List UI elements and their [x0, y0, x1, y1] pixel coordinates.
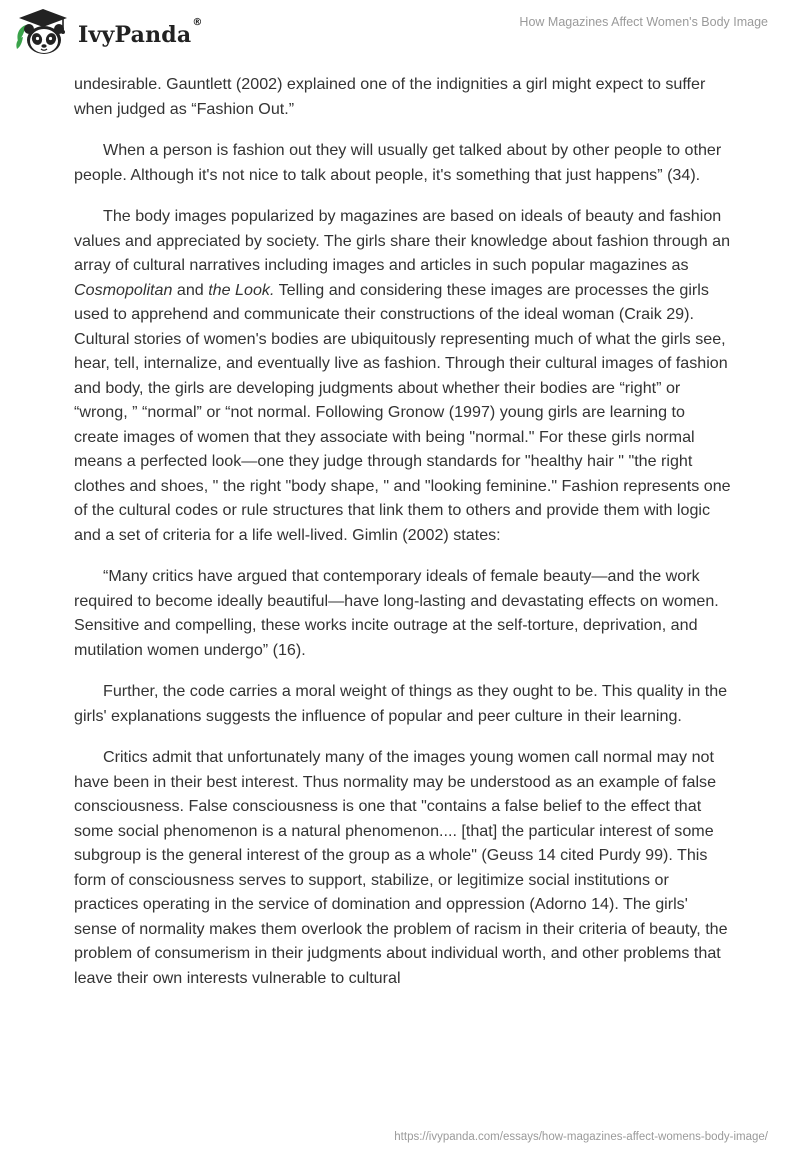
- paragraph-text: “Many critics have argued that contemporary ideals of female beauty—and the work required to become ideally beautiful—have long-lasting and devastating effects on women. Sensitive and compelling, these works incite outrage at the self-torture, deprivation, and mutilation women undergo” (16).: [74, 567, 719, 659]
- document-title: How Magazines Affect Women's Body Image: [519, 15, 768, 29]
- essay-paragraph: [74, 745, 734, 990]
- italic-title: Cosmopolitan: [74, 280, 173, 299]
- page-header: [0, 0, 800, 62]
- essay-paragraph: [74, 564, 734, 662]
- essay-paragraph: [74, 72, 734, 121]
- paragraph-text: and: [172, 280, 209, 299]
- essay-body: [74, 72, 734, 1007]
- paragraph-text: Critics admit that unfortunately many of the images young women call normal may not have been in their best interest. Thus normality may be understood as an example of false consciousness. False consciousness is one that "contains a false belief to the effect that some social phenomenon is a natural phenomenon.... [that] the particular interest of some subgroup is the general interest of the group as a whole" (Geuss 14 cited Purdy 99). This form of consciousness serves to support, stabilize, or legitimize social institutions or practices operating in the service of domination and oppression (Adorno 14). The girls' sense of normality makes them overlook the problem of racism in their criteria of beauty, the problem of consumerism in their judgments about individual worth, and other problems that leave their own interests vulnerable to cultural: [74, 748, 728, 987]
- paragraph-text: Telling and considering these images are processes the girls used to apprehend and communicate their constructions of the ideal woman (Craik 29). Cultural stories of women's bodies are ubiquitously representing much of what the girls see, hear, tell, internalize, and eventually live as fashion. Through their cultural images of fashion and body, the girls are developing judgments about whether their bodies are “right” or “wrong, ” “normal” or “not normal. Following Gronow (1997) young girls are learning to create images of women that they associate with being "normal." For these girls normal means a perfected look—one they judge through standards for "healthy hair " "the right clothes and shoes, " the right "body shape, " and "looking feminine." Fashion represents one of the cultural codes or rule structures that link them to others and provide them with logic and a set of criteria for a life well-lived. Gimlin (2002) states:: [74, 280, 731, 544]
- panda-graduate-icon: [14, 7, 72, 57]
- essay-paragraph: [74, 204, 734, 547]
- paragraph-text: undesirable. Gauntlett (2002) explained one of the indignities a girl might expect to suffer when judged as “Fashion Out.”: [74, 75, 706, 118]
- paragraph-text: The body images popularized by magazines are based on ideals of beauty and fashion values and appreciated by society. The girls share their knowledge about fashion through an array of cultural narratives including images and articles in such popular magazines as: [74, 207, 731, 274]
- italic-title: the Look.: [208, 280, 275, 299]
- essay-paragraph: [74, 138, 734, 187]
- paragraph-text: Further, the code carries a moral weight of things as they ought to be. This quality in the girls' explanations suggests the influence of popular and peer culture in their learning.: [74, 682, 728, 725]
- essay-paragraph: [74, 679, 734, 728]
- ivypanda-logo[interactable]: [14, 7, 202, 57]
- registered-mark: ®: [192, 16, 203, 28]
- source-url[interactable]: https://ivypanda.com/essays/how-magazines-affect-womens-body-image/: [394, 1131, 768, 1143]
- logo-wordmark: IvyPanda: [78, 22, 192, 48]
- paragraph-text: When a person is fashion out they will usually get talked about by other people to other people. Although it's not nice to talk about people, it's something that just happens” (34).: [74, 141, 722, 184]
